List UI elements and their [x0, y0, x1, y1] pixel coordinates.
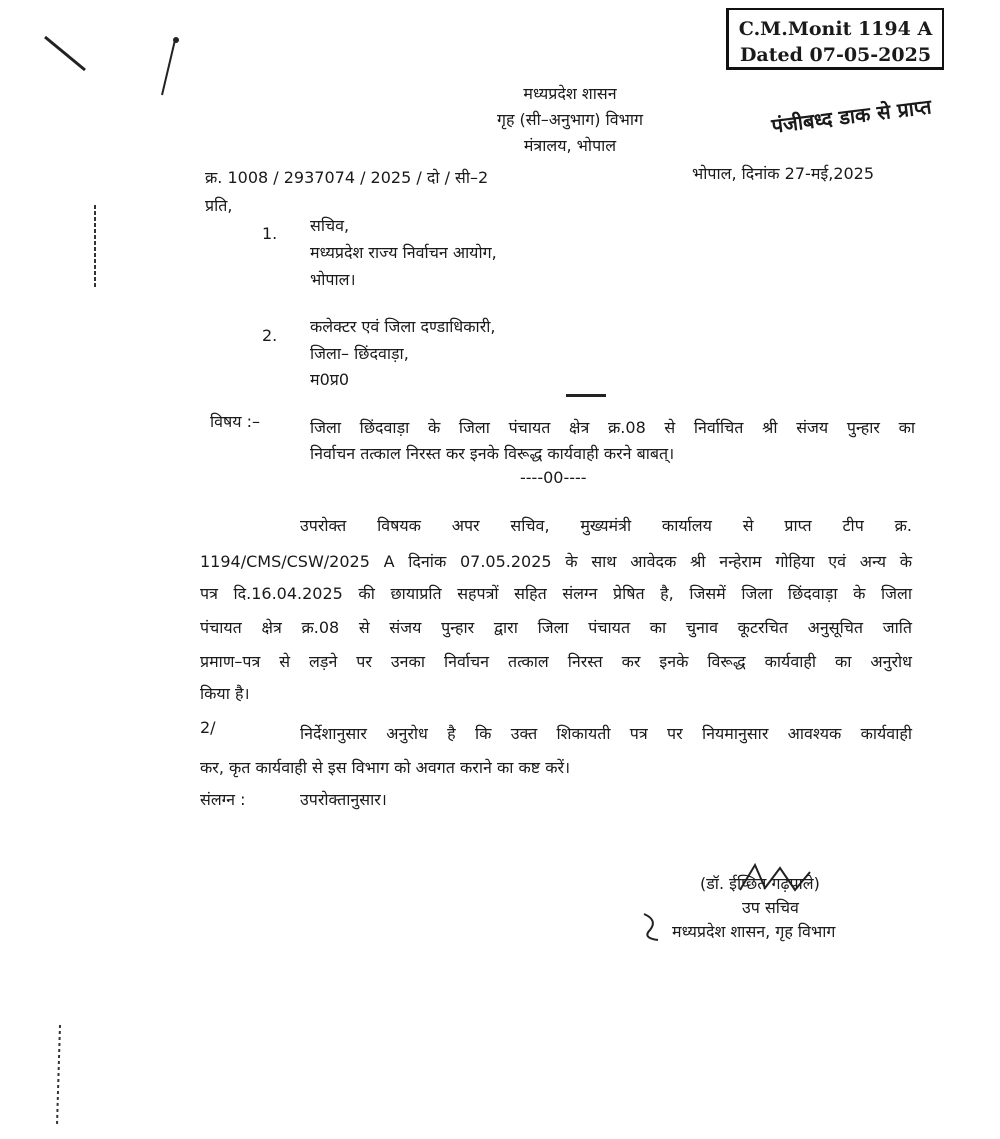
cm-monit-stamp [726, 8, 944, 70]
header-department: गृह (सी–अनुभाग) विभाग [496, 110, 644, 129]
recipient-2-line-2: जिला– छिंदवाड़ा, [310, 344, 409, 363]
para2-line-2: कर, कृत कार्यवाही से इस विभाग को अवगत कराने का कष्ट करें। [200, 758, 571, 777]
reference-number: क्र. 1008 / 2937074 / 2025 / दो / सी–2 [205, 168, 489, 187]
recipient-2-line-3: म0प्र0 [310, 370, 350, 389]
recipient-1-line-3: भोपाल। [310, 270, 356, 289]
enclosure-label: संलग्न : [200, 790, 246, 809]
recipient-2-line-1: कलेक्टर एवं जिला दण्डाधिकारी, [310, 317, 496, 336]
recipient-1-line-2: मध्यप्रदेश राज्य निर्वाचन आयोग, [310, 243, 497, 262]
header-office: मंत्रालय, भोपाल [523, 136, 617, 155]
para1-line-1: उपरोक्त विषयक अपर सचिव, मुख्यमंत्री कार्यालय से प्राप्त टीप क्र. [300, 516, 912, 535]
reference-place-date: भोपाल, दिनांक 27-मई,2025 [692, 164, 875, 183]
enclosure-value: उपरोक्तानुसार। [300, 790, 387, 809]
dash-mark [566, 394, 606, 397]
subject-label: विषय :– [210, 412, 261, 431]
subject-separator: ----00---- [520, 468, 587, 487]
recipient-2-number: 2. [262, 326, 278, 345]
signatory-name: (डॉ. ईप्छित गढ़पाले) [700, 874, 820, 893]
para1-line-6: किया है। [200, 684, 250, 703]
scan-mark-left [85, 200, 105, 295]
para2-line-1: निर्देशानुसार अनुरोध है कि उक्त शिकायती पत्र पर नियमानुसार आवश्यक कार्यवाही [300, 724, 912, 743]
para2-number: 2/ [200, 718, 216, 737]
subject-line-2: निर्वाचन तत्काल निरस्त कर इनके विरूद्ध कार्यवाही करने बाबत्। [310, 444, 675, 463]
recipient-1-number: 1. [262, 224, 278, 243]
header-government: मध्यप्रदेश शासन [523, 84, 617, 103]
to-label: प्रति, [205, 196, 233, 215]
signatory-designation: उप सचिव [742, 898, 799, 917]
scan-marks-top [30, 25, 210, 115]
para1-line-2: 1194/CMS/CSW/2025 A दिनांक 07.05.2025 के साथ आवेदक श्री नन्हेराम गोहिया एवं अन्य के [200, 552, 912, 571]
initials-mark [636, 910, 666, 944]
stamp-line-2: Dated 07-05-2025 [739, 44, 932, 66]
handwritten-receipt-note: पंजीबध्द डाक से प्राप्त [770, 94, 933, 138]
para1-line-3: पत्र दि.16.04.2025 की छायाप्रति सहपत्रों सहित संलग्न प्रेषित है, जिसमें जिला छिंदवाड़ा के जिला [200, 584, 912, 603]
signatory-office: मध्यप्रदेश शासन, गृह विभाग [672, 922, 836, 941]
subject-line-1: जिला छिंदवाड़ा के जिला पंचायत क्षेत्र क्र.08 से निर्वाचित श्री संजय पुन्हार का [310, 418, 915, 437]
scan-mark-bottom [45, 1020, 75, 1130]
stamp-line-1: C.M.Monit 1194 A [738, 18, 933, 40]
para1-line-4: पंचायत क्षेत्र क्र.08 से संजय पुन्हार द्वारा जिला पंचायत का चुनाव कूटरचित अनुसूचित जाति [200, 618, 912, 637]
recipient-1-line-1: सचिव, [310, 216, 350, 235]
para1-line-5: प्रमाण–पत्र से लड़ने पर उनका निर्वाचन तत्काल निरस्त कर इनके विरूद्ध कार्यवाही का अनुरोध [200, 652, 912, 671]
